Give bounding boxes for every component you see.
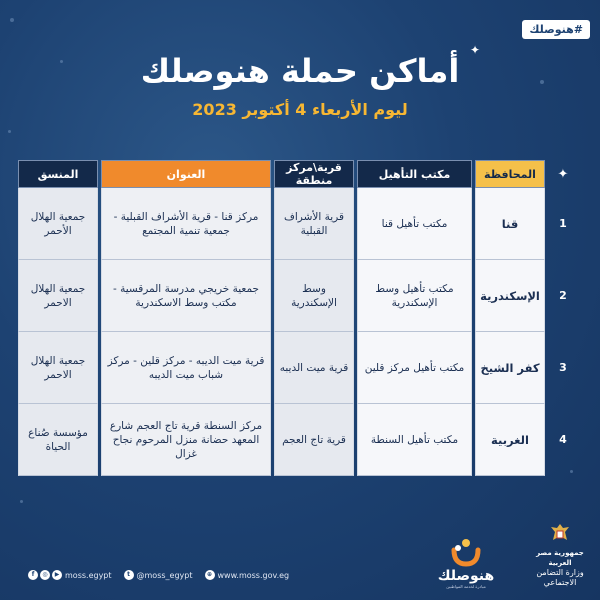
header-address: العنوان: [101, 160, 271, 188]
social-handle[interactable]: moss.egypt: [65, 570, 112, 580]
brand-name: هنوصلك: [437, 568, 495, 584]
footer-contacts: [28, 570, 289, 580]
youtube-icon[interactable]: ▶: [52, 570, 62, 580]
cell-rehab-office: مكتب تأهيل السنطة: [357, 404, 472, 476]
header-coordinator: المنسق: [18, 160, 98, 188]
cell-governorate: قنا: [475, 188, 545, 260]
cell-village-area: قرية تاج العجم: [274, 404, 354, 476]
instagram-icon[interactable]: ◎: [40, 570, 50, 580]
twitter-link: [124, 570, 193, 580]
brand-logo-icon: [449, 538, 483, 568]
ministry-country: جمهورية مصر العربية: [536, 549, 584, 567]
row-number: 3: [559, 361, 567, 374]
brand-logo: [436, 538, 496, 590]
cell-governorate: كفر الشيخ: [475, 332, 545, 404]
website-link: [205, 570, 290, 580]
page-subtitle: ليوم الأربعاء 4 أكتوبر 2023: [192, 100, 408, 119]
row-number: 4: [559, 433, 567, 446]
cell-coordinator: جمعية الهلال الاحمر: [18, 332, 98, 404]
header-marker: ✦: [557, 166, 569, 182]
header-governorate: المحافظة: [475, 160, 545, 188]
cell-governorate: الغربية: [475, 404, 545, 476]
cell-coordinator: جمعية الهلال الاحمر: [18, 260, 98, 332]
cell-address: مركز السنطة قرية تاج العجم شارع المعهد حضانة منزل المرحوم نجاح غزال: [101, 404, 271, 476]
cell-village-area: قرية الأشراف القبلية: [274, 188, 354, 260]
brand-tagline: مبادرة لخدمة المواطنين: [446, 584, 486, 589]
cell-village-area: قرية ميت الديبه: [274, 332, 354, 404]
cell-village-area: وسط الإسكندرية: [274, 260, 354, 332]
twitter-icon[interactable]: t: [124, 570, 134, 580]
ministry-logo: [528, 522, 592, 588]
row-number: 1: [559, 217, 567, 230]
sparkle-icon: ✦: [470, 43, 481, 57]
cell-address: جمعية خريجي مدرسة المرقسية - مكتب وسط الاسكندرية: [101, 260, 271, 332]
facebook-icon[interactable]: f: [28, 570, 38, 580]
header-rehab-office: مكتب التأهيل: [357, 160, 472, 188]
twitter-handle[interactable]: @moss_egypt: [136, 570, 193, 580]
page-title: أماكن حملة هنوصلك: [140, 52, 460, 90]
hashtag-badge: #هنوصلك: [522, 20, 590, 39]
bg-dot: [10, 18, 14, 22]
social-links: [28, 570, 112, 580]
bg-dot: [8, 130, 11, 133]
bg-dot: [20, 500, 23, 503]
cell-address: مركز قنا - قرية الأشراف القبلية - جمعية تنمية المجتمع: [101, 188, 271, 260]
locations-table: [28, 160, 578, 476]
cell-coordinator: مؤسسة صُناع الحياة: [18, 404, 98, 476]
ministry-name: وزارة التضامن الاجتماعي: [536, 568, 584, 587]
header-village-area: قرية\مركز منطقة: [274, 160, 354, 188]
eagle-emblem-icon: [549, 522, 571, 546]
cell-coordinator: جمعية الهلال الأحمر: [18, 188, 98, 260]
cell-rehab-office: مكتب تأهيل مركز قلين: [357, 332, 472, 404]
cell-address: قرية ميت الديبه - مركز قلين - مركز شباب ميت الديبه: [101, 332, 271, 404]
cell-governorate: الإسكندرية: [475, 260, 545, 332]
globe-icon[interactable]: ⊕: [205, 570, 215, 580]
row-number: 2: [559, 289, 567, 302]
cell-rehab-office: مكتب تأهيل وسط الإسكندرية: [357, 260, 472, 332]
cell-rehab-office: مكتب تأهيل قنا: [357, 188, 472, 260]
website-url[interactable]: www.moss.gov.eg: [217, 570, 290, 580]
